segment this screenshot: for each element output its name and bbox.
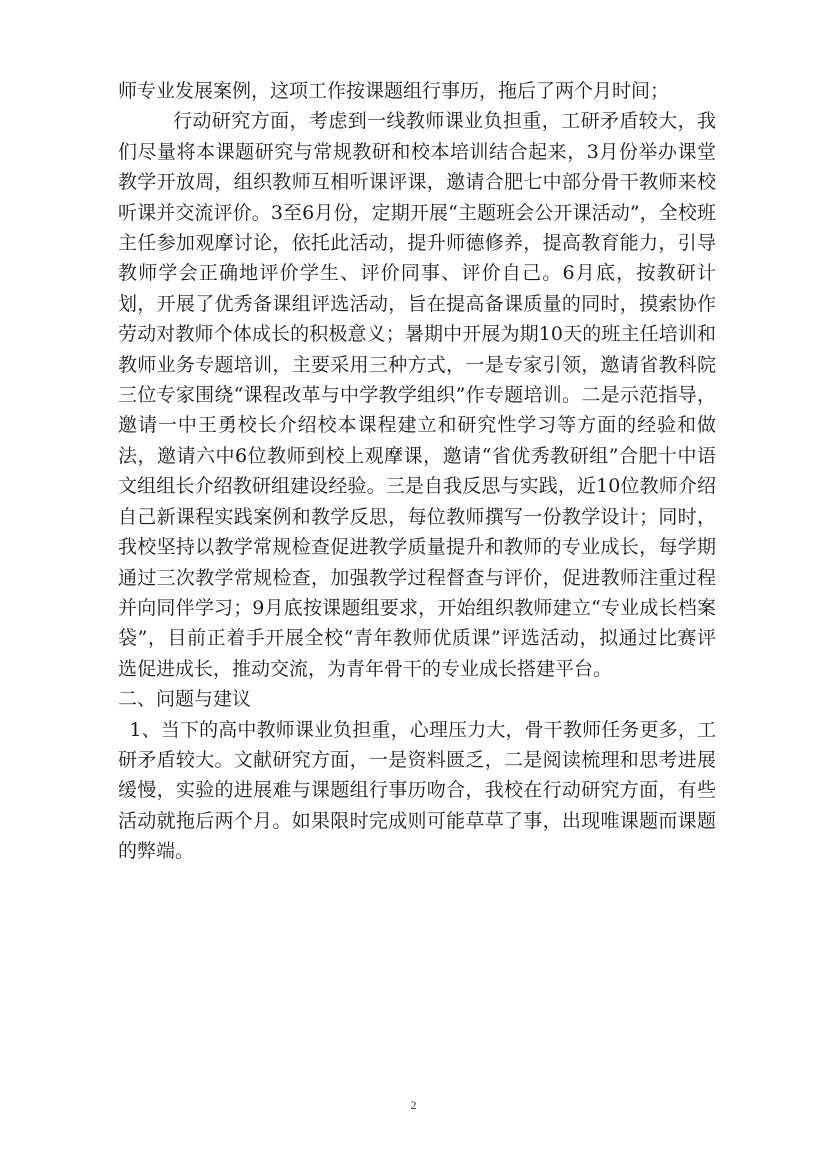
page-body <box>118 76 716 867</box>
section-heading: 二、问题与建议 <box>118 688 252 711</box>
page-number: 2 <box>410 1098 417 1112</box>
problems-paragraph: 1、当下的高中教师课业负担重，心理压力大，骨干教师任务更多，工研矛盾较大。文献研究方面，一是资料匮乏，二是阅读梳理和思考进展缓慢，实验的进展难与课题组行事历吻合，我校在行动研究方面，有些活动就拖后两个月。如果限时完成则可能草草了事，出现唯课题而课题的弊端。 <box>118 718 716 863</box>
action-research-paragraph: 行动研究方面，考虑到一线教师课业负担重，工研矛盾较大，我们尽量将本课题研究与常规教研和校本培训结合起来，3月份举办课堂教学开放周，组织教师互相听课评课，邀请合肥七中部分骨干教师来校听课并交流评价。3至6月份，定期开展“主题班会公开课活动”，全校班主任参加观摩讨论，依托此活动，提升师德修养，提高教育能力，引导教师学会正确地评价学生、评价同事、评价自己。6月底，按教研计划，开展了优秀备课组评选活动，旨在提高备课质量的同时，摸索协作劳动对教师个体成长的积极意义；暑期中开展为期10天的班主任培训和教师业务专题培训，主要采用三种方式，一是专家引领，邀请省教科院三位专家围绕“课程改革与中学教学组织”作专题培训。二是示范指导，邀请一中王勇校长介绍校本课程建立和研究性学习等方面的经验和做法，邀请六中6位教师到校上观摩课，邀请“省优秀教研组”合肥十中语文组组长介绍教研组建设经验。三是自我反思与实践，近10位教师介绍自己新课程实践案例和教学反思，每位教师撰写一份教学设计；同时，我校坚持以教学常规检查促进教学质量提升和教师的专业成长，每学期通过三次教学常规检查，加强教学过程督查与评价，促进教师注重过程并向同伴学习；9月底按课题组要求，开始组织教师建立“专业成长档案袋”，目前正着手开展全校“青年教师优质课”评选活动，拟通过比赛评选促进成长，推动交流，为青年骨干的专业成长搭建平台。 <box>118 110 716 680</box>
continuation-paragraph: 师专业发展案例，这项工作按课题组行事历，拖后了两个月时间； <box>118 80 670 102</box>
